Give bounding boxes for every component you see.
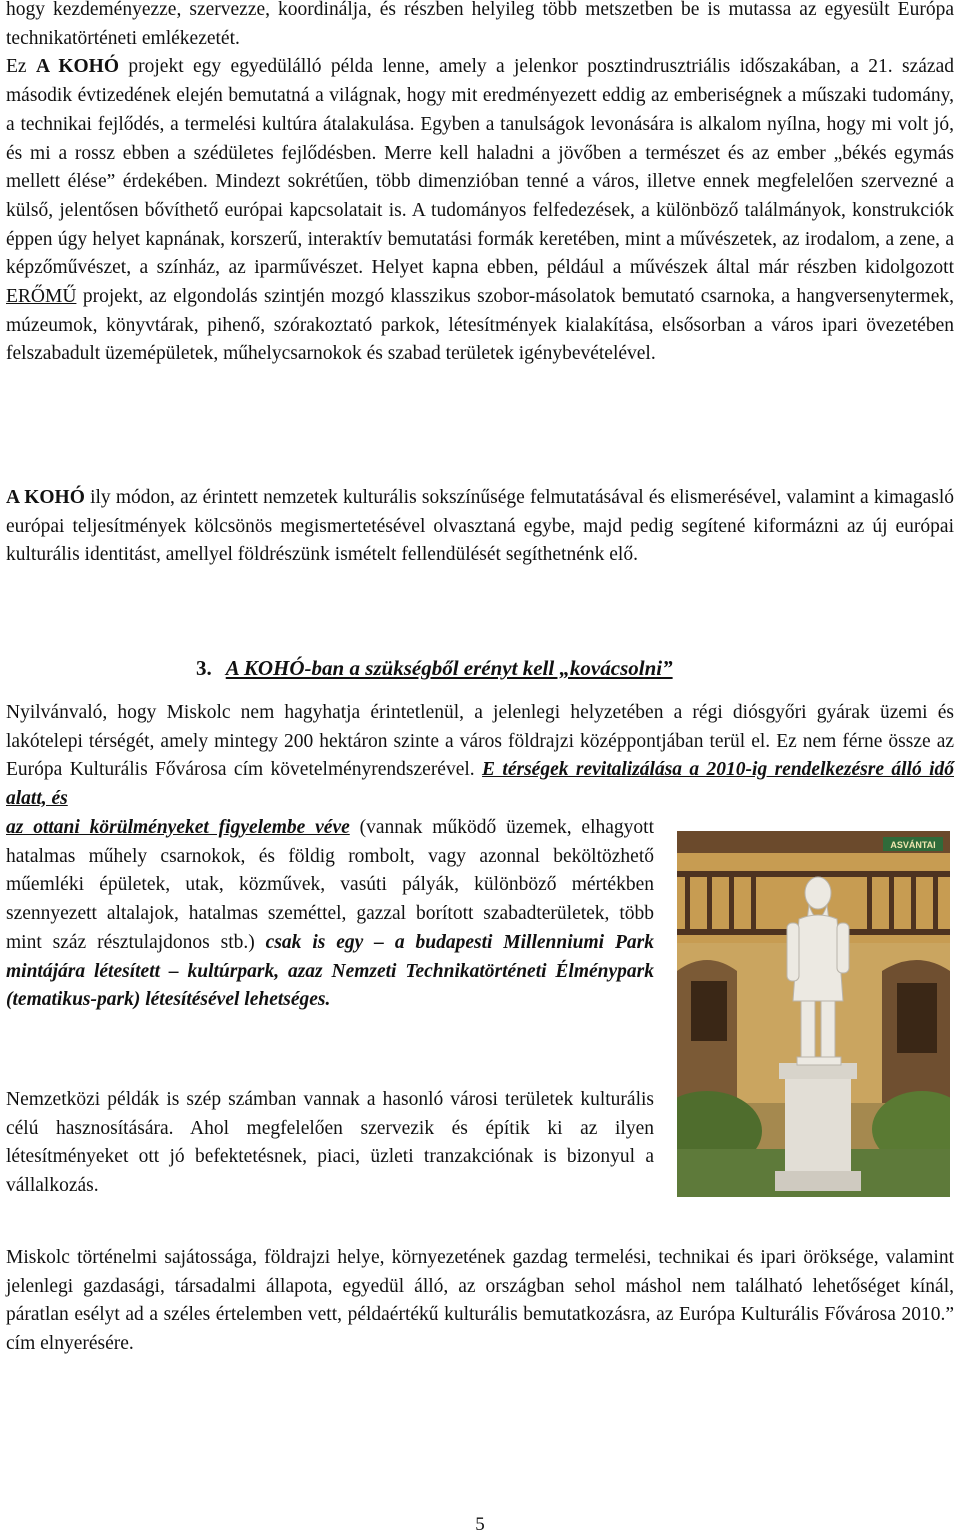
text-run: (vannak működő üzemek, elhagyott hatalmas műhely csarnokok, és földig rombolt, vagy azonnal beköltözhető műemléki épületek, utak, közművek, vasúti pályák, különböző mértékben szennyezett altalajok, hatalmas szeméttel, gazzal borított szabadterületek, több mint száz résztulajdonos stb.) xyxy=(6,817,654,953)
door-right xyxy=(897,983,937,1053)
sentence: hogy kezdeményezze, szervezze, koordinálja, és részben helyileg több metszetben be is mutassa az egyesült Európa technikatörténeti emlékezetét. xyxy=(6,0,954,49)
section-heading xyxy=(196,656,673,681)
paragraph-miskolc-opportunity: Miskolc történelmi sajátossága, földrajzi helye, környezetének gazdag termelési, technikai és ipari öröksége, valamint jelenlegi gazdasági, társadalmi állapota, egyedül álló, az országban sehol máshol nem található lehetőséget kínál, páratlan esélyt ad a széles értelemben vett, példaértékű kulturális bemutatkozásra, az Európa Kulturális Fővárosa 2010.” cím elnyerésére. xyxy=(6,1247,954,1355)
text-run: projekt, az elgondolás szintjén mozgó klasszikus szobor-másolatok bemutató csarnoka, a hangversenytermek, múzeumok, könyvtárak, pihenő, szórakoztató parkok, létesítmények kialakítása, elsősorban a város ipari övezetében felszabadult üzemépületek, műhelycsarnokok és szabad területek igénybevételével. xyxy=(6,286,954,365)
emphasis-text: csak is egy – a budapesti Millenniumi Park mintájára létesített – kultúrpark, azaz Nemzeti Technikatörténeti Élménypark (tematikus-park) létesítésével lehetséges. xyxy=(6,931,654,1011)
text-run: ily módon, az érintett nemzetek kulturális sokszínűsége felmutatásával és elismerésével, valamint a kimagasló európai teljesítmények kölcsönös megismertetésével olvasztaná egybe, majd pedig segítené kiformázni az új európai kulturális identitást, amellyel földrészünk ismételt fellendülését segíthetnénk elő. xyxy=(6,487,954,566)
text-run: Ez xyxy=(6,56,36,78)
section-number: 3. xyxy=(196,656,212,680)
paragraph-miskolc-continued xyxy=(6,814,654,1015)
page-number: 5 xyxy=(475,1514,485,1535)
koho-term: A KOHÓ xyxy=(35,56,120,78)
pedestal-base xyxy=(775,1171,861,1191)
statue-photo xyxy=(677,831,950,1197)
emphasis-text: az ottani körülményeket figyelembe véve xyxy=(6,817,350,838)
pedestal xyxy=(785,1079,851,1171)
text-run: projekt egy egyedülálló példa lenne, amely a jelenkor posztindrusztriális időszakában, a 21. század második évtizedének elején bemutatná a világnak, hogy mit eredményezett eddig az emberiségnek a műszaki tudomány, a technikai fejlődés, a termelési kultúra átalakulása. Egyben a tanulságok levonására is alkalom nyílna, hogy mi volt jó, és mi a rossz ebben a szédületes fejlődésben. Merre kell haladni a jövőben a természet és az ember „békés egymás mellett élése” érdekében. Mindezt sokrétűen, több dimenzióban tenné a város, illetve ennek megfelelően szervezné a külső, jelentősen bővíthető európai kapcsolatait is. A tudományos felfedezések, a különböző találmányok, konstrukciók éppen úgy helyet kapnának, korszerű, interaktív bemutatási formák keretében, mint a művészetek, az irodalom, a zene, a képzőművészet, a színház, az iparművészet. Helyet kapna ebben, például a művészek által már részben kidolgozott xyxy=(6,56,954,279)
koho-term: A KOHÓ xyxy=(6,487,85,508)
paragraph-miskolc-intro xyxy=(6,699,954,814)
window-left xyxy=(691,981,727,1041)
section-title: A KOHÓ-ban a szükségből erényt kell „kovácsolni” xyxy=(225,656,673,680)
eromu-term: ERŐMŰ xyxy=(6,286,77,308)
paragraph-international-examples: Nemzetközi példák is szép számban vannak a hasonló városi területek kulturális célú hasznosítására. Ahol megfelelően szervezik és építik ki az ilyen létesítményeket ott jó befektetésnek, piaci, üzleti tranzakciónak is bizonyul a vállalkozás. xyxy=(6,1089,654,1197)
sign-text: ASVÁNTAI xyxy=(890,840,936,850)
emphasis-text: E térségek revitalizálása a 2010-ig rendelkezésre álló idő alatt, és xyxy=(6,759,954,810)
text-run: Nyilvánvaló, hogy Miskolc nem hagyhatja érintetlenül, a jelenlegi helyzetében a régi diósgyőri gyárak üzemi és lakótelepi térségét, amely mintegy 200 hektáron szinte a város földrajzi középpontjában terül el. Ez nem férne össze az Európa Kulturális Fővárosa cím követelményrendszerével. xyxy=(6,702,954,781)
paragraph-koho-project xyxy=(6,0,954,369)
paragraph-koho-identity xyxy=(6,484,954,570)
